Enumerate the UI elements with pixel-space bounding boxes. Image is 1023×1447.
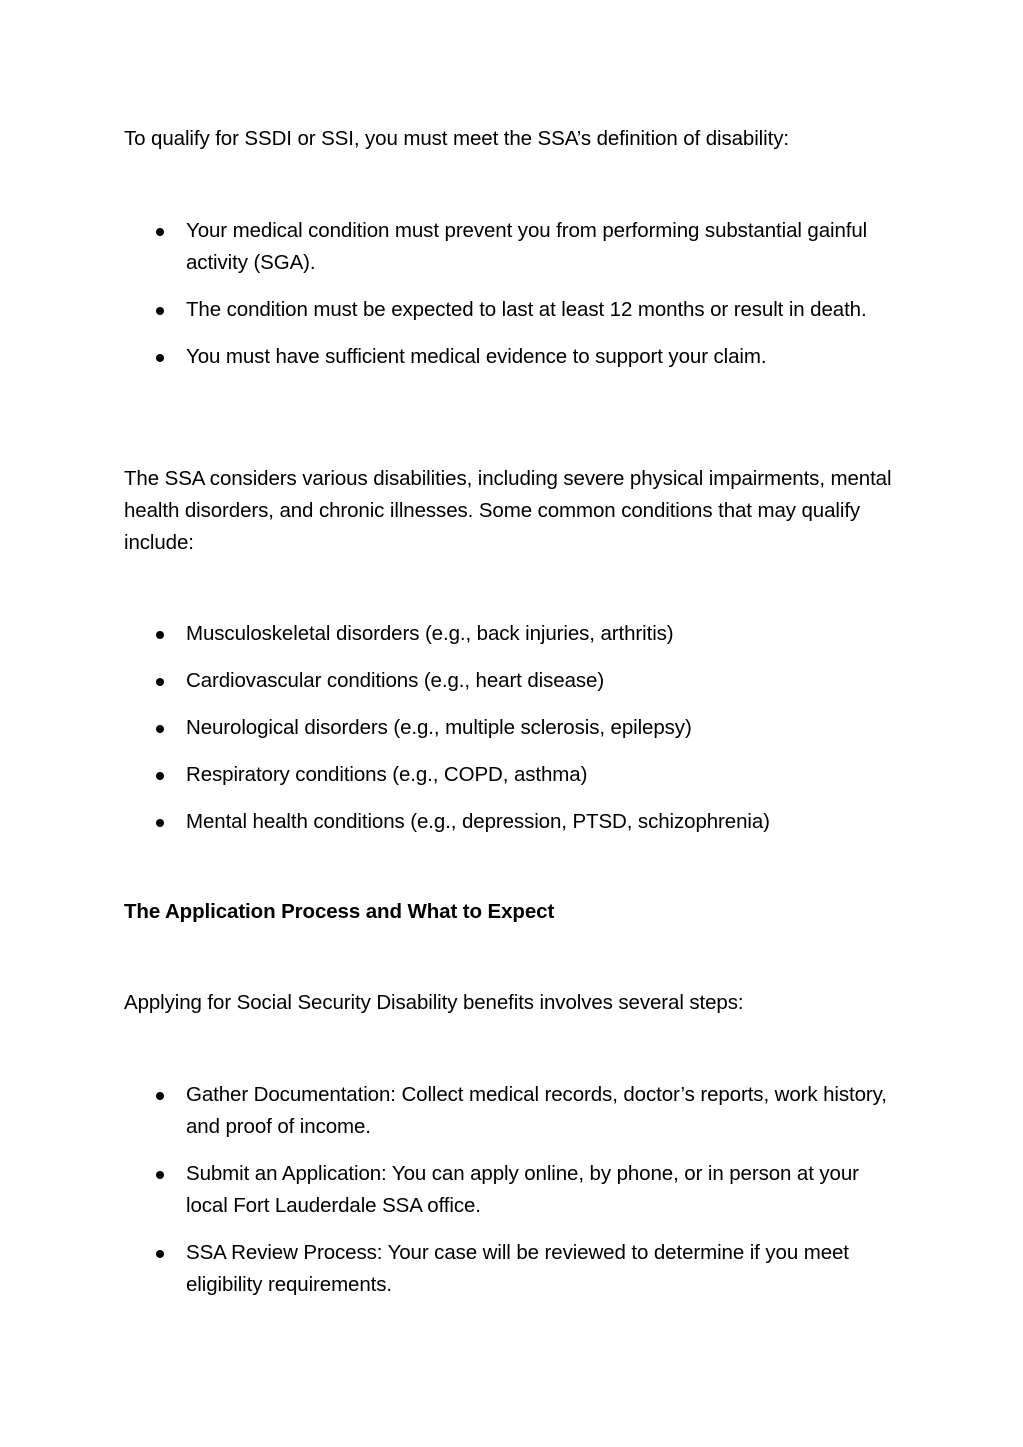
list-item: [0, 618, 906, 650]
list-item-text: Mental health conditions (e.g., depression, PTSD, schizophrenia): [186, 810, 770, 833]
bullet-icon: [156, 1092, 164, 1100]
list-item: [0, 665, 906, 697]
list-item-text: Submit an Application: You can apply online, by phone, or in person at your local Fort Lauderdale SSA office.: [186, 1162, 859, 1217]
bullet-icon: [156, 228, 164, 236]
definition-list: [0, 215, 1023, 373]
bullet-icon: [156, 725, 164, 733]
list-item: [0, 1158, 906, 1222]
steps-intro-paragraph: Applying for Social Security Disability benefits involves several steps:: [124, 991, 744, 1014]
list-item: [0, 759, 906, 791]
list-item: [0, 1079, 906, 1143]
list-item: [0, 1237, 906, 1301]
bullet-icon: [156, 819, 164, 827]
list-item-text: Respiratory conditions (e.g., COPD, asthma): [186, 763, 588, 786]
list-item: [0, 294, 906, 326]
list-item-text: Gather Documentation: Collect medical records, doctor’s reports, work history, and proof of income.: [186, 1083, 887, 1138]
bullet-icon: [156, 678, 164, 686]
list-item-text: You must have sufficient medical evidence to support your claim.: [186, 345, 767, 368]
list-item: [0, 712, 906, 744]
list-item-text: Your medical condition must prevent you from performing substantial gainful activity (SGA).: [186, 219, 868, 274]
list-item: [0, 341, 906, 373]
section-heading: The Application Process and What to Expect: [124, 900, 555, 923]
conditions-list: [0, 618, 1023, 838]
list-item: [0, 806, 906, 838]
intro-paragraph: To qualify for SSDI or SSI, you must meet the SSA’s definition of disability:: [124, 127, 789, 150]
bullet-icon: [156, 1250, 164, 1258]
list-item-text: Cardiovascular conditions (e.g., heart disease): [186, 669, 605, 692]
list-item-text: Neurological disorders (e.g., multiple sclerosis, epilepsy): [186, 716, 692, 739]
steps-list: [0, 1079, 1023, 1301]
bullet-icon: [156, 772, 164, 780]
list-item-text: Musculoskeletal disorders (e.g., back injuries, arthritis): [186, 622, 674, 645]
bullet-icon: [156, 631, 164, 639]
list-item: [0, 215, 906, 279]
conditions-intro-paragraph: The SSA considers various disabilities, including severe physical impairments, mental health disorders, and chronic illnesses. Some common conditions that may qualify include:: [124, 467, 892, 554]
list-item-text: The condition must be expected to last at least 12 months or result in death.: [186, 298, 867, 321]
bullet-icon: [156, 1171, 164, 1179]
list-item-text: SSA Review Process: Your case will be reviewed to determine if you meet eligibility requirements.: [186, 1241, 849, 1296]
bullet-icon: [156, 354, 164, 362]
bullet-icon: [156, 307, 164, 315]
